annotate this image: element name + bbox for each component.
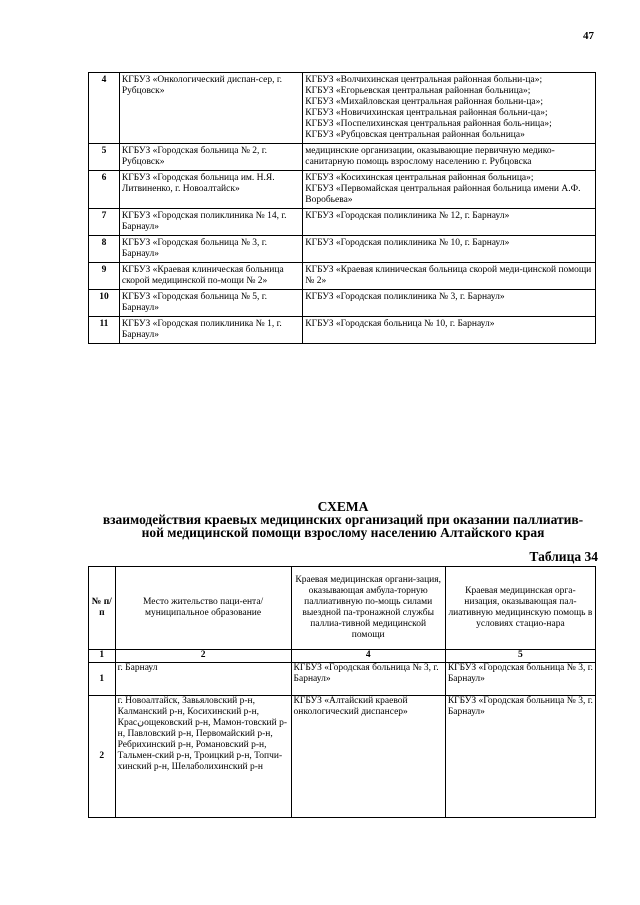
- row-source-org: КГБУЗ «Онкологический диспан-сер, г. Рубцовск»: [119, 73, 302, 144]
- row-num: 6: [89, 171, 120, 209]
- table-row: [89, 263, 596, 290]
- row-place: г. Барнаул: [115, 663, 291, 696]
- col-number: 4: [291, 650, 445, 663]
- col-number: 5: [445, 650, 595, 663]
- row-num: 9: [89, 263, 120, 290]
- header-num: № п/п: [89, 567, 116, 650]
- row-num: 10: [89, 290, 120, 317]
- col-number: 1: [89, 650, 116, 663]
- row-source-org: КГБУЗ «Краевая клиническая больница скорой медицинской по-мощи № 2»: [119, 263, 302, 290]
- header-place: Место жительство паци-ента/муниципальное образование: [115, 567, 291, 650]
- row-num: 2: [89, 696, 116, 818]
- row-num: 4: [89, 73, 120, 144]
- interaction-table-continued: [88, 72, 596, 344]
- row-outreach: КГБУЗ «Городская больница № 3, г. Барнаул»: [291, 663, 445, 696]
- row-place: г. Новоалтайск, Завьяловский р-н, Калманский р-н, Косихинский р-н, Красنощековский р-н, Мамон-товский р-н, Павловский р-н, Первомайский р-н, Ребрихинский р-н, Романовский р-н, Тальмен-ский р-н, Троицкий р-н, Топчи-хинский р-н, Шелаболихинский р-н: [115, 696, 291, 818]
- page-number: 47: [583, 30, 594, 42]
- row-num: 1: [89, 663, 116, 696]
- col-number: 2: [115, 650, 291, 663]
- row-source-org: КГБУЗ «Городская больница им. Н.Я. Литвиненко, г. Новоалтайск»: [119, 171, 302, 209]
- row-target-orgs: КГБУЗ «Городская поликлиника № 3, г. Барнаул»: [303, 290, 596, 317]
- table-row: [89, 73, 596, 144]
- row-target-orgs: КГБУЗ «Волчихинская центральная районная больни-ца»; КГБУЗ «Егорьевская центральная районная больница»; КГБУЗ «Михайловская центральная районная больни-ца»; КГБУЗ «Новичихинская центральная районная больни-ца»; КГБУЗ «Поспелихинская центральная районная боль-ница»; КГБУЗ «Рубцовская центральная районная больница»: [303, 73, 596, 144]
- table-row: [89, 663, 596, 696]
- row-num: 11: [89, 317, 120, 344]
- row-inpatient: КГБУЗ «Городская больница № 3, г. Барнаул»: [445, 696, 595, 818]
- table-row: [89, 317, 596, 344]
- table-header-row: [89, 567, 596, 650]
- table-row: [89, 209, 596, 236]
- scheme-subtitle-line1: взаимодействия краевых медицинских организаций при оказании паллиатив-: [102, 512, 584, 527]
- table-row: [89, 290, 596, 317]
- header-inpatient: Краевая медицинская орга-низация, оказывающая пал-лиативную медицинскую помощь в условиях стацио-нара: [445, 567, 595, 650]
- table-label: Таблица 34: [529, 549, 598, 564]
- header-outreach: Краевая медицинская органи-зация, оказывающая амбула-торную паллиативную по-мощь силами выездной па-тронажной службы паллиа-тивной медицинской помощи: [291, 567, 445, 650]
- table-row: [89, 144, 596, 171]
- row-target-orgs: КГБУЗ «Краевая клиническая больница скорой меди-цинской помощи № 2»: [303, 263, 596, 290]
- row-source-org: КГБУЗ «Городская поликлиника № 1, г. Барнаул»: [119, 317, 302, 344]
- row-outreach: КГБУЗ «Алтайский краевой онкологический диспансер»: [291, 696, 445, 818]
- row-target-orgs: КГБУЗ «Городская поликлиника № 10, г. Барнаул»: [303, 236, 596, 263]
- row-target-orgs: медицинские организации, оказывающие первичную медико- санитарную помощь взрослому населению г. Рубцовска: [303, 144, 596, 171]
- row-num: 5: [89, 144, 120, 171]
- scheme-subtitle-line2: ной медицинской помощи взрослому населению Алтайского края: [141, 525, 545, 540]
- row-source-org: КГБУЗ «Городская поликлиника № 14, г. Барнаул»: [119, 209, 302, 236]
- row-source-org: КГБУЗ «Городская больница № 2, г. Рубцовск»: [119, 144, 302, 171]
- table-row: [89, 171, 596, 209]
- row-num: 8: [89, 236, 120, 263]
- table-row: [89, 236, 596, 263]
- row-target-orgs: КГБУЗ «Городская поликлиника № 12, г. Барнаул»: [303, 209, 596, 236]
- table-row: [89, 696, 596, 818]
- row-target-orgs: КГБУЗ «Городская больница № 10, г. Барнаул»: [303, 317, 596, 344]
- row-num: 7: [89, 209, 120, 236]
- row-source-org: КГБУЗ «Городская больница № 3, г. Барнаул»: [119, 236, 302, 263]
- row-target-orgs: КГБУЗ «Косихинская центральная районная больница»; КГБУЗ «Первомайская центральная районная больница имени А.Ф. Воробьева»: [303, 171, 596, 209]
- palliative-care-table: [88, 566, 596, 818]
- row-inpatient: КГБУЗ «Городская больница № 3, г. Барнаул»: [445, 663, 595, 696]
- column-number-row: [89, 650, 596, 663]
- scheme-title: СХЕМА: [317, 499, 369, 514]
- row-source-org: КГБУЗ «Городская больница № 5, г. Барнаул»: [119, 290, 302, 317]
